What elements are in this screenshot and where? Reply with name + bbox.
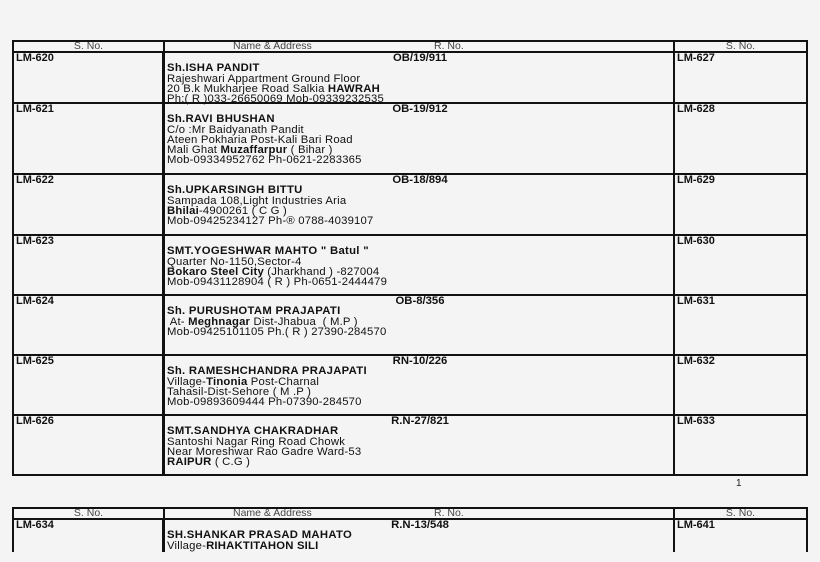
address-text: Mob-09431128904 ( R ) Ph-0651-2444479 xyxy=(167,276,388,289)
serial-number: LM-626 xyxy=(14,416,165,474)
member-name: Sh. PURUSHOTAM PRAJAPATI xyxy=(167,305,341,318)
address-text: C/o :Mr Baidyanath Pandit xyxy=(167,123,304,136)
member-name: SH.SHANKAR PRASAD MAHATO xyxy=(167,529,353,542)
address-text: Mali Ghat xyxy=(167,144,221,157)
serial-number-right: LM-629 xyxy=(677,174,715,186)
name-address-cell xyxy=(165,236,675,294)
table-body xyxy=(14,53,806,474)
table-row xyxy=(14,296,806,356)
serial-number-right: LM-630 xyxy=(677,235,715,247)
address-text: Mob-09893609444 Ph-07390-284570 xyxy=(167,396,362,409)
address-text: Quarter No-1150,Sector-4 xyxy=(167,255,302,268)
address-city-bold: Bhilai xyxy=(167,204,199,217)
name-address-cell xyxy=(165,520,675,552)
registration-number: OB-8/356 xyxy=(395,295,445,307)
header-sno: S. No. xyxy=(14,509,165,518)
name-address-cell xyxy=(165,416,675,474)
member-name: Sh. RAMESHCHANDRA PRAJAPATI xyxy=(167,365,367,378)
serial-number-right: LM-633 xyxy=(677,415,715,427)
name-address-cell xyxy=(165,175,675,234)
serial-number: LM-622 xyxy=(14,175,165,234)
registration-number: R.N-13/548 xyxy=(391,519,449,531)
header-name-address xyxy=(165,42,675,51)
table-row xyxy=(14,236,806,296)
address-text: Santoshi Nagar Ring Road Chowk xyxy=(167,435,346,448)
address-city-bold: Meghnagar xyxy=(188,315,251,328)
page-number: 1 xyxy=(736,478,742,489)
table-body xyxy=(14,520,806,552)
member-name: SMT.YOGESHWAR MAHTO " Batul " xyxy=(167,245,369,258)
address-text: -4900261 ( C G ) xyxy=(198,204,287,217)
address-lines xyxy=(167,377,673,408)
table-row xyxy=(14,416,806,474)
member-name: Sh.UPKARSINGH BITTU xyxy=(167,184,303,197)
serial-number: LM-625 xyxy=(14,356,165,414)
address-text: ( C.G ) xyxy=(211,456,251,469)
address-text: Tahasil-Dist-Sehore ( M .P ) xyxy=(167,385,312,398)
address-line xyxy=(167,277,673,287)
address-city-bold: RIHAKTITAHON SILI xyxy=(206,539,319,552)
header-name-address xyxy=(165,509,675,518)
name-address-cell xyxy=(165,104,675,173)
address-text: Village- xyxy=(167,375,207,388)
serial-number: LM-620 xyxy=(14,53,165,102)
address-city-bold: Muzaffarpur xyxy=(220,144,288,157)
name-address-cell xyxy=(165,52,675,106)
address-lines xyxy=(167,196,673,227)
table-row xyxy=(14,53,806,104)
serial-number-right: LM-628 xyxy=(677,103,715,115)
header-sno-right: S. No. xyxy=(725,42,756,52)
serial-number-right: LM-632 xyxy=(677,355,715,367)
address-lines xyxy=(167,125,673,166)
member-table-page-2 xyxy=(12,507,808,552)
address-line xyxy=(167,155,673,165)
table-row xyxy=(14,520,806,552)
address-lines xyxy=(167,257,673,288)
registration-number: OB-19/912 xyxy=(392,103,448,115)
serial-number: LM-621 xyxy=(14,104,165,173)
serial-number-right: LM-631 xyxy=(677,295,715,307)
address-text: ( Bihar ) xyxy=(287,144,333,157)
address-text: At- xyxy=(167,315,189,328)
member-name: Sh.ISHA PANDIT xyxy=(167,62,260,75)
serial-number: LM-623 xyxy=(14,236,165,294)
address-text: Ph:( R )033-26650069 Mob-09339232535 xyxy=(167,93,384,106)
address-text: Ateen Pokharia Post-Kali Bari Road xyxy=(167,133,353,146)
header-name-address-label: Name & Address xyxy=(233,42,312,52)
header-sno: S. No. xyxy=(14,42,165,51)
serial-number: LM-634 xyxy=(14,520,165,552)
address-lines xyxy=(167,541,673,551)
registration-number: R.N-27/821 xyxy=(391,415,449,427)
address-line xyxy=(167,457,673,467)
address-text: Mob-09334952762 Ph-0621-2283365 xyxy=(167,154,362,167)
address-text: 20 B.k Mukharjee Road Salkia xyxy=(167,82,328,95)
address-lines xyxy=(167,317,673,338)
member-table-page-1 xyxy=(12,40,808,476)
address-text: Mob-09425101105 Ph.( R ) 27390-284570 xyxy=(167,325,387,338)
address-text: Post-Charnal xyxy=(247,375,320,388)
address-city-bold: Tinonia xyxy=(206,375,248,388)
table-row xyxy=(14,104,806,175)
address-text: Near Moreshwar Rao Gadre Ward-53 xyxy=(167,445,362,458)
address-city-bold: HAWRAH xyxy=(327,82,380,95)
address-text: Mob-09425234127 Ph-® 0788-4039107 xyxy=(167,215,374,228)
header-rno-label: R. No. xyxy=(434,42,464,52)
address-text: Village- xyxy=(167,539,207,552)
table-row xyxy=(14,356,806,416)
table-row xyxy=(14,175,806,236)
member-name: SMT.SANDHYA CHAKRADHAR xyxy=(167,425,339,438)
address-line xyxy=(167,216,673,226)
address-line xyxy=(167,397,673,407)
address-text: Rajeshwari Appartment Ground Floor xyxy=(167,72,361,85)
serial-number-right: LM-641 xyxy=(677,519,715,531)
address-city-bold: RAIPUR xyxy=(167,456,212,469)
header-sno-right: S. No. xyxy=(725,509,756,519)
address-text: (Jharkhand ) -827004 xyxy=(263,265,380,278)
address-line xyxy=(167,541,673,551)
serial-number: LM-624 xyxy=(14,296,165,354)
name-address-cell xyxy=(165,296,675,354)
address-city-bold: Bokaro Steel City xyxy=(167,265,264,278)
member-name: Sh.RAVI BHUSHAN xyxy=(167,113,275,126)
address-lines xyxy=(167,74,673,105)
name-address-cell xyxy=(165,356,675,414)
address-text: Sampada 108,Light Industries Aria xyxy=(167,194,347,207)
serial-number-right: LM-627 xyxy=(677,52,715,64)
registration-number: RN-10/226 xyxy=(392,355,448,367)
registration-number: OB-18/894 xyxy=(392,174,448,186)
address-lines xyxy=(167,437,673,468)
registration-number: OB/19/911 xyxy=(392,52,447,64)
header-rno-label: R. No. xyxy=(434,509,464,519)
header-name-address-label: Name & Address xyxy=(233,509,312,519)
address-line xyxy=(167,327,673,337)
address-text: Dist-Jhabua ( M.P ) xyxy=(250,315,358,328)
